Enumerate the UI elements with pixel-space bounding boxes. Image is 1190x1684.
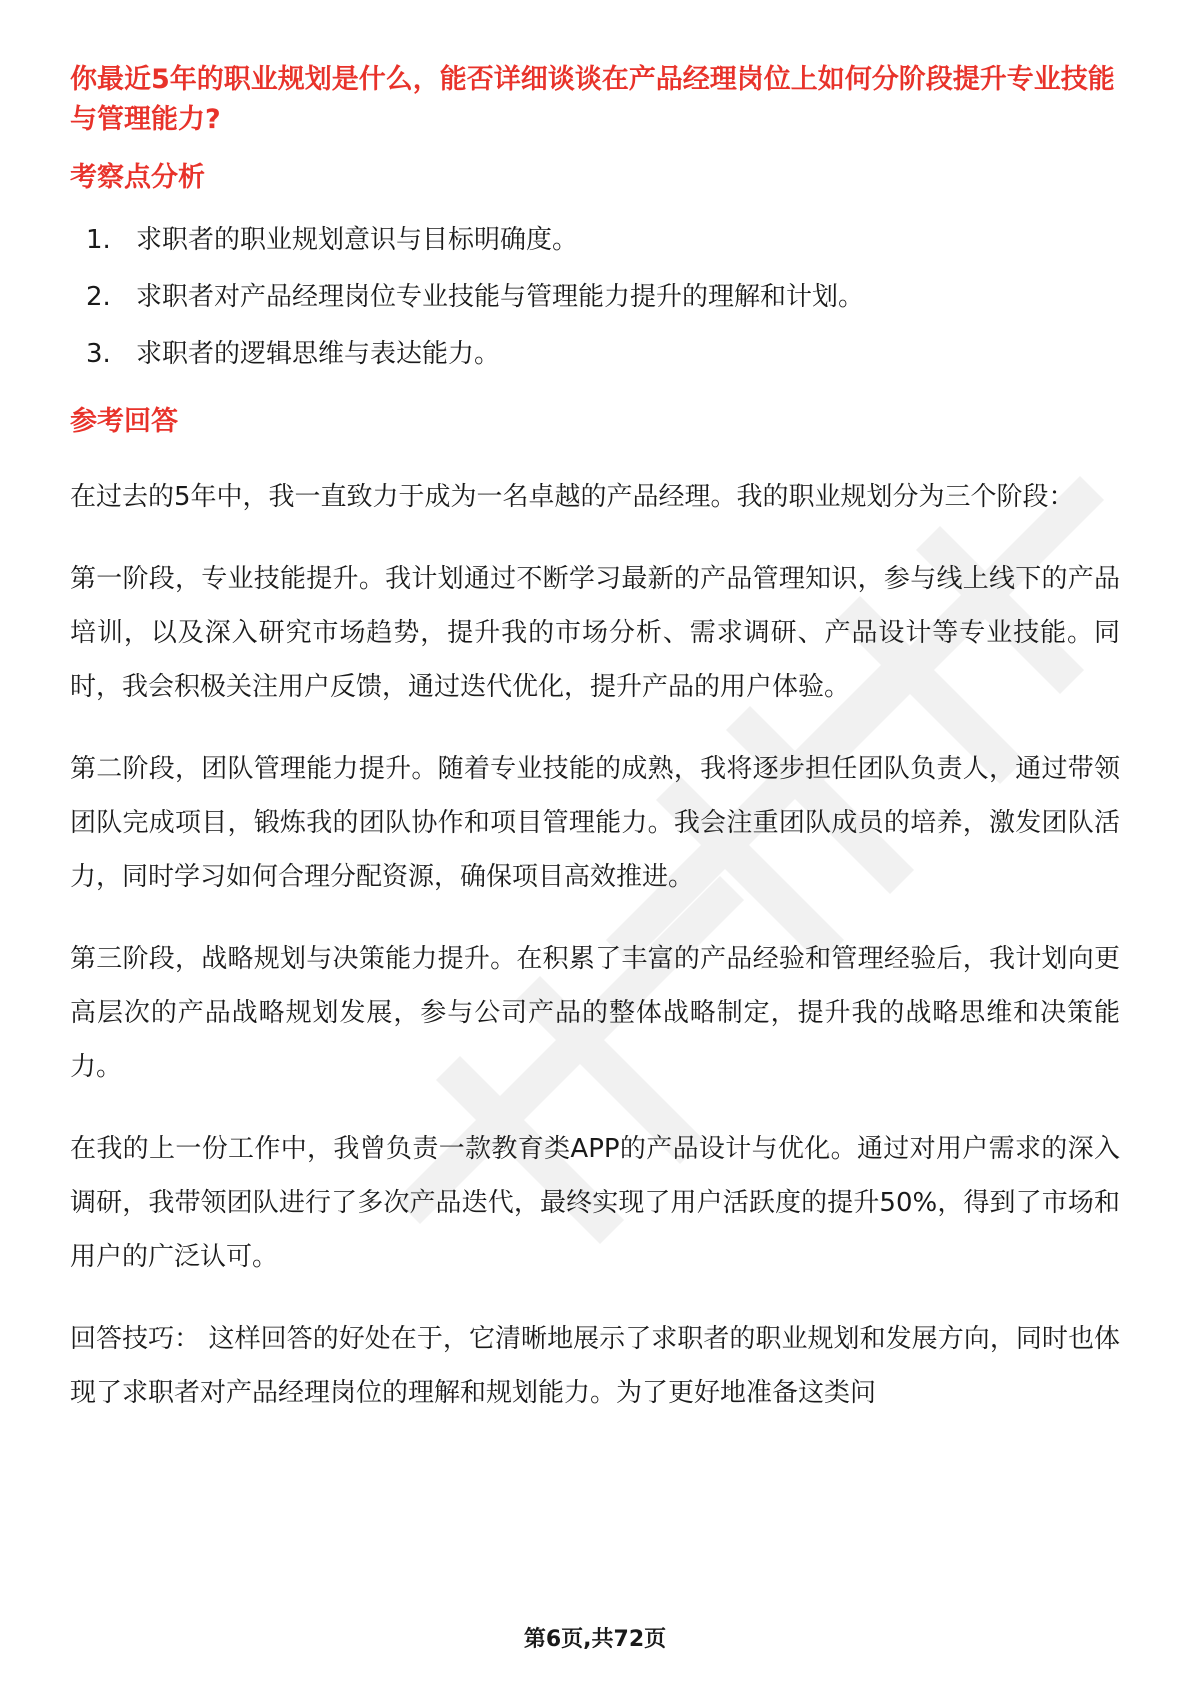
document-page	[70, 60, 1120, 1420]
point-text: 求职者对产品经理岗位专业技能与管理能力提升的理解和计划。	[136, 282, 865, 312]
answer-paragraph-stage-2: 第二阶段，团队管理能力提升。随着专业技能的成熟，我将逐步担任团队负责人，通过带领团队完成项目，锻炼我的团队协作和项目管理能力。我会注重团队成员的培养，激发团队活力，同时学习如何合理分配资源，确保项目高效推进。	[70, 754, 1120, 892]
analysis-points-list	[70, 220, 1120, 374]
answer-paragraph-stage-3: 第三阶段，战略规划与决策能力提升。在积累了丰富的产品经验和管理经验后，我计划向更高层次的产品战略规划发展，参与公司产品的整体战略制定，提升我的战略思维和决策能力。	[70, 944, 1120, 1082]
answer-paragraph-tips: 回答技巧： 这样回答的好处在于，它清晰地展示了求职者的职业规划和发展方向，同时也体现了求职者对产品经理岗位的理解和规划能力。为了更好地准备这类问	[70, 1324, 1120, 1408]
page-number-footer: 第6页,共72页	[523, 1627, 667, 1652]
answer-heading: 参考回答	[70, 406, 178, 437]
point-text: 求职者的职业规划意识与目标明确度。	[136, 225, 579, 255]
analysis-point	[70, 334, 1120, 374]
answer-paragraph-intro: 在过去的5年中，我一直致力于成为一名卓越的产品经理。我的职业规划分为三个阶段：	[70, 482, 1075, 512]
point-number: 3.	[86, 339, 111, 369]
answer-paragraph-example: 在我的上一份工作中，我曾负责一款教育类APP的产品设计与优化。通过对用户需求的深入调研，我带领团队进行了多次产品迭代，最终实现了用户活跃度的提升50%，得到了市场和用户的广泛认可。	[70, 1134, 1120, 1272]
analysis-heading: 考察点分析	[70, 162, 205, 193]
point-text: 求职者的逻辑思维与表达能力。	[136, 339, 501, 369]
answer-paragraph-stage-1: 第一阶段，专业技能提升。我计划通过不断学习最新的产品管理知识，参与线上线下的产品培训，以及深入研究市场趋势，提升我的市场分析、需求调研、产品设计等专业技能。同时，我会积极关注用户反馈，通过迭代优化，提升产品的用户体验。	[70, 564, 1120, 702]
question-title: 你最近5年的职业规划是什么，能否详细谈谈在产品经理岗位上如何分阶段提升专业技能与管理能力?	[70, 64, 1115, 135]
point-number: 2.	[86, 282, 111, 312]
point-number: 1.	[86, 225, 111, 255]
analysis-point	[70, 220, 1120, 260]
analysis-point	[70, 277, 1120, 317]
